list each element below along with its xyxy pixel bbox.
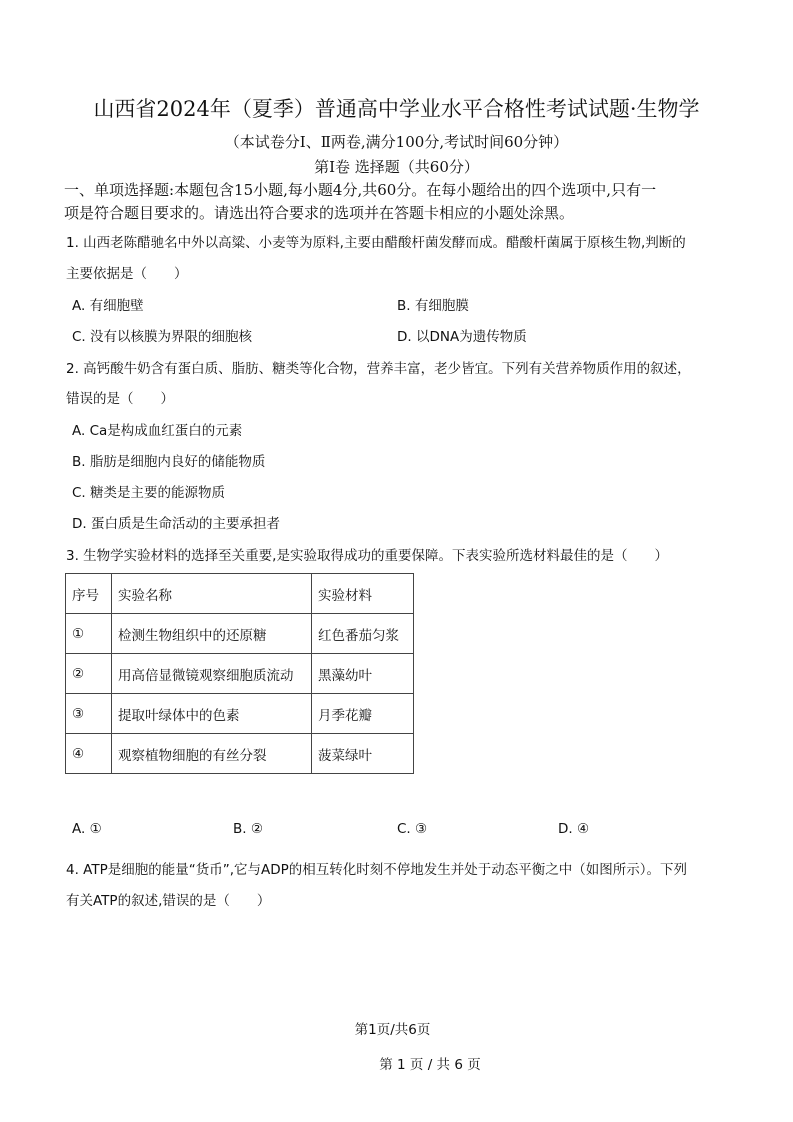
table-header-row [66,574,414,614]
table-cell: ④ [66,734,112,774]
q3-option-d: D. ④ [558,821,590,837]
q4-stem: 有关ATP的叙述,错误的是（ ） [66,893,271,909]
q3-option-c: C. ③ [397,821,428,837]
page-number-inner: 第1页/共6页 [354,1022,431,1038]
q3-option-b: B. ② [233,821,263,837]
q4-stem: 4. ATP是细胞的能量“货币”,它与ADP的相互转化时刻不停地发生并处于动态平衡之中（如图所示）。下列 [66,862,688,878]
q3-stem: 3. 生物学实验材料的选择至关重要,是实验取得成功的重要保障。下表实验所选材料最佳的是（ ） [66,548,668,564]
q1-stem: 主要依据是（ ） [66,266,188,282]
table-header: 实验材料 [312,574,414,614]
table-cell: 检测生物组织中的还原糖 [112,614,312,654]
table-row [66,694,414,734]
q2-stem: 2. 高钙酸牛奶含有蛋白质、脂肪、糖类等化合物，营养丰富，老少皆宜。下列有关营养物质作用的叙述， [66,361,691,377]
table-cell: 菠菜绿叶 [312,734,414,774]
q2-option-b: B. 脂肪是细胞内良好的储能物质 [72,454,266,470]
q2-option-d: D. 蛋白质是生命活动的主要承担者 [72,516,280,532]
q2-option-c: C. 糖类是主要的能源物质 [72,485,226,501]
table-cell: ① [66,614,112,654]
instructions-line: 项是符合题目要求的。请选出符合要求的选项并在答题卡相应的小题处涂黑。 [64,204,575,222]
table-cell: 提取叶绿体中的色素 [112,694,312,734]
table-cell: ② [66,654,112,694]
table-cell: 观察植物细胞的有丝分裂 [112,734,312,774]
table-cell: 黑藻幼叶 [312,654,414,694]
q1-option-d: D. 以DNA为遗传物质 [397,329,527,345]
table-cell: ③ [66,694,112,734]
table-row [66,614,414,654]
page-number-outer: 第 1 页 / 共 6 页 [379,1057,481,1073]
table-cell: 红色番茄匀浆 [312,614,414,654]
exam-info: （本试卷分Ⅰ、Ⅱ两卷,满分100分,考试时间60分钟） [224,133,569,151]
q2-stem: 错误的是（ ） [66,391,174,407]
q1-option-a: A. 有细胞壁 [72,298,144,314]
table-header: 序号 [66,574,112,614]
q1-option-c: C. 没有以核膜为界限的细胞核 [72,329,253,345]
q2-option-a: A. Ca是构成血红蛋白的元素 [72,423,243,439]
section-heading: 第Ⅰ卷 选择题（共60分） [314,158,479,176]
table-row [66,734,414,774]
instructions-line: 一、单项选择题:本题包含15小题,每小题4分,共60分。在每小题给出的四个选项中,只有一 [64,181,657,199]
q1-stem: 1. 山西老陈醋驰名中外以高粱、小麦等为原料,主要由醋酸杆菌发酵而成。醋酸杆菌属于原核生物,判断的 [66,235,686,251]
table-row [66,654,414,694]
q3-option-a: A. ① [72,821,102,837]
table-cell: 月季花瓣 [312,694,414,734]
experiment-table [65,573,414,774]
document-title: 山西省2024年（夏季）普通高中学业水平合格性考试试题·生物学 [93,97,700,121]
table-header: 实验名称 [112,574,312,614]
q1-option-b: B. 有细胞膜 [397,298,469,314]
table-cell: 用高倍显微镜观察细胞质流动 [112,654,312,694]
